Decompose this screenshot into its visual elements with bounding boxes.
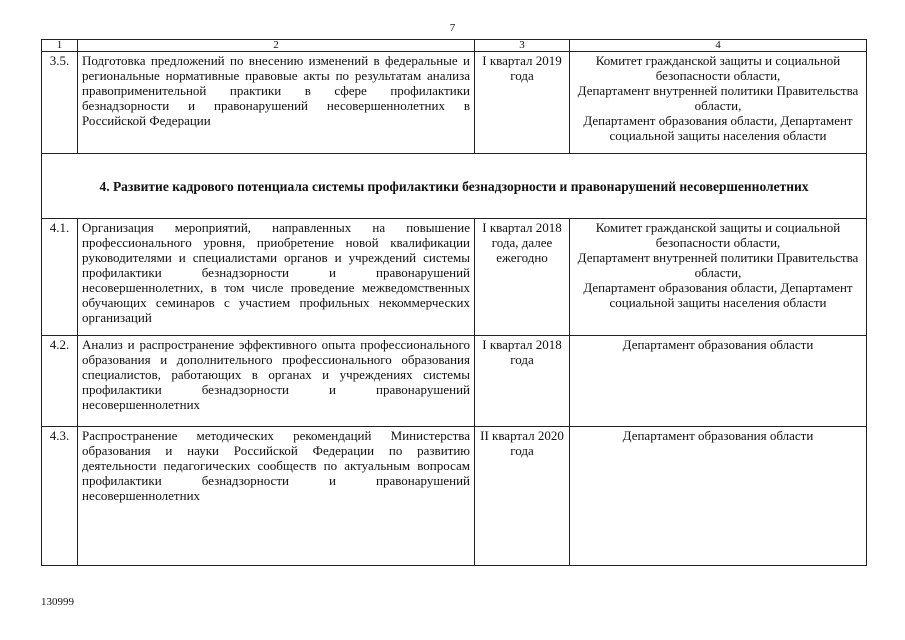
page-number: 7 [449,22,456,34]
column-number: 4 [570,40,867,52]
item-number: 4.2. [42,336,78,427]
executor: Департамент образования области [622,428,814,443]
deadline-text: II квартал 2020 года [475,427,570,566]
measure-text: Анализ и распространение эффективного опыта профессионального образования и дополнительного профессионального образования специалистов, работающих в органах и учреждениях системы профилактики безнадзорности и правонарушений несовершеннолетних [78,336,475,427]
executor: Департамент образования области [622,337,814,352]
item-number: 3.5. [42,52,78,154]
deadline-text: I квартал 2018 года, далее ежегодно [475,219,570,336]
executor: Департамент внутренней политики Правительства области, [577,250,859,280]
deadline-text: I квартал 2019 года [475,52,570,154]
executor: Комитет гражданской защиты и социальной безопасности области, [595,53,841,83]
column-number: 3 [475,40,570,52]
measure-text: Организация мероприятий, направленных на повышение профессионального уровня, приобретение новой квалификации руководителями и специалистами органов и учреждений системы профилактики безнадзорности и правонарушений несовершеннолетних, в том числе проведение межведомственных обучающих семинаров с участием профильных некоммерческих организаций [78,219,475,336]
item-number: 4.3. [42,427,78,566]
deadline-text: I квартал 2018 года [475,336,570,427]
column-number-row [42,40,867,52]
executors-cell [570,52,867,154]
measure-text: Подготовка предложений по внесению изменений в федеральные и региональные нормативные правовые акты по результатам анализа правоприменительной практики в сфере профилактики безнадзорности и правонарушений несовершеннолетних в Российской Федерации [78,52,475,154]
executor: Департамент образования области, Департамент социальной защиты населения области [583,280,853,310]
item-number: 4.1. [42,219,78,336]
executors-cell [570,219,867,336]
column-number: 2 [78,40,475,52]
action-plan-table [41,39,867,566]
executor: Комитет гражданской защиты и социальной безопасности области, [595,220,841,250]
document-code: 130999 [41,596,74,608]
section-header-row [42,154,867,219]
section-title: 4. Развитие кадрового потенциала системы профилактики безнадзорности и правонарушений несовершеннолетних [42,154,867,219]
table-row [42,52,867,154]
executor: Департамент внутренней политики Правительства области, [577,83,859,113]
table-row [42,427,867,566]
executors-cell [570,336,867,427]
executors-cell [570,427,867,566]
column-number: 1 [42,40,78,52]
table-row [42,219,867,336]
table-row [42,336,867,427]
measure-text: Распространение методических рекомендаций Министерства образования и науки Российской Федерации по развитию деятельности педагогических сообществ по актуальным вопросам профилактики безнадзорности и правонарушений несовершеннолетних [78,427,475,566]
executor: Департамент образования области, Департамент социальной защиты населения области [583,113,853,143]
